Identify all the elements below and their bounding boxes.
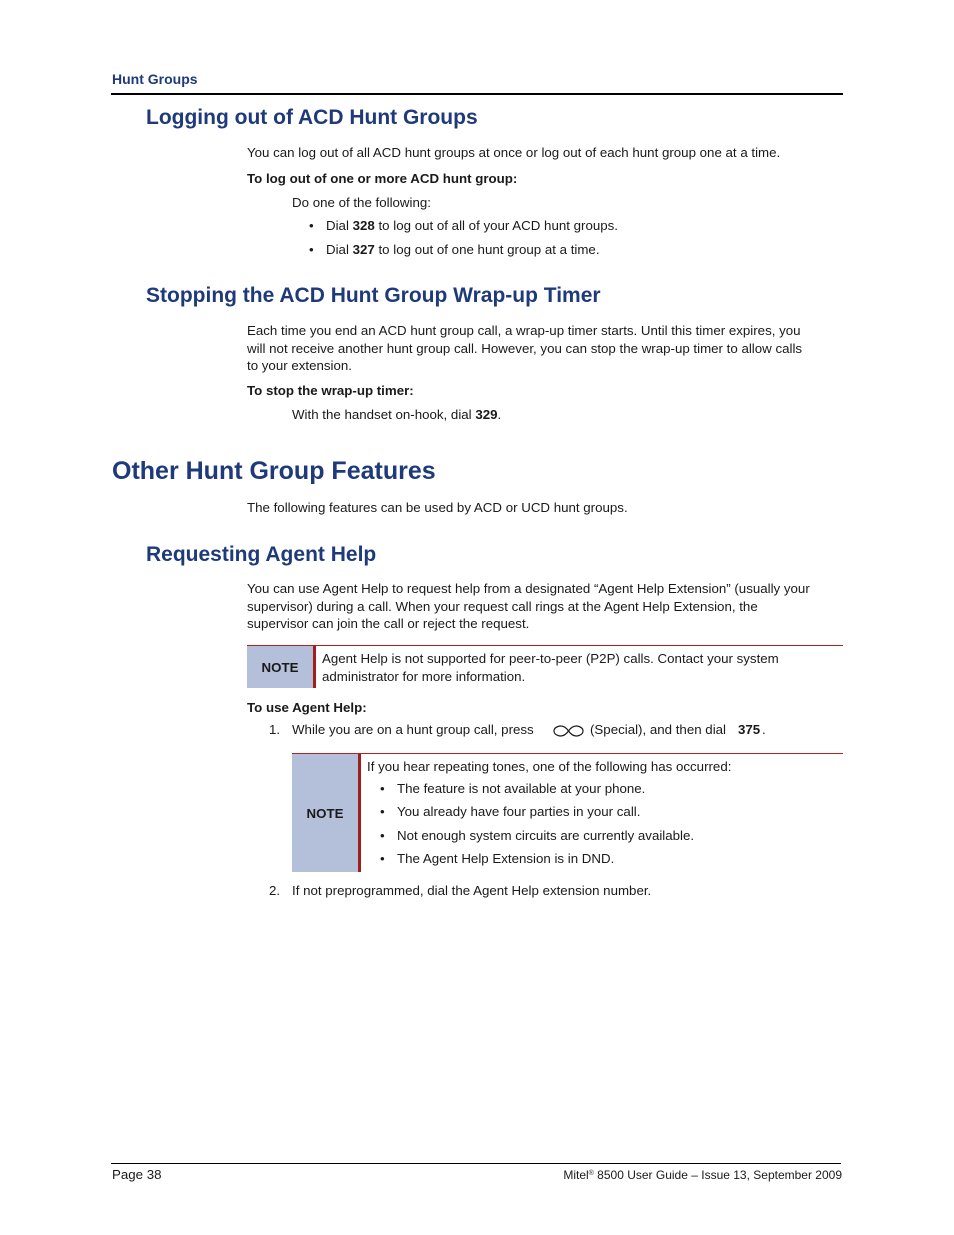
note-box: NOTE If you hear repeating tones, one of the following has occurred: • The feature is not available at your phone. • You already have four parties in your call. • Not enough system circuits are currently available. • The Agent Help Extension is in DND. (292, 753, 843, 872)
step-2: 2. If not preprogrammed, dial the Agent Help extension number. (269, 883, 652, 898)
section-title-other-features: Other Hunt Group Features (112, 457, 436, 485)
section2-step: With the handset on-hook, dial 329. (292, 407, 502, 422)
step-1: 1. While you are on a hunt group call, press (Special), and then dial 375 . (269, 722, 280, 737)
step-number: 1. (269, 722, 281, 737)
bullet-icon: • (380, 828, 385, 843)
running-head: Hunt Groups (112, 71, 198, 87)
header-rule (111, 93, 843, 95)
note-text: Agent Help is not supported for peer-to-peer (P2P) calls. Contact your system administrator for more information. (322, 651, 779, 684)
bullet-icon: • (380, 851, 385, 866)
bullet-icon: • (380, 804, 385, 819)
section1-procedure-title: To log out of one or more ACD hunt group: (247, 171, 518, 186)
section-title-agent-help: Requesting Agent Help (146, 543, 377, 566)
note-box (247, 645, 843, 688)
bullet-icon: • (380, 781, 385, 796)
bullet-icon: • (309, 218, 314, 233)
page-number: Page 38 (112, 1167, 162, 1182)
footer-rule (111, 1163, 841, 1164)
section2-paragraph: Each time you end an ACD hunt group call, a wrap-up timer starts. Until this timer expires, you will not receive another hunt group call. However, you can stop the wrap-up timer to allow calls to your extension. (247, 323, 803, 373)
note-label: NOTE (247, 646, 316, 688)
footer-doc-title: Mitel® 8500 User Guide – Issue 13, September 2009 (563, 1168, 842, 1182)
section1-lead: Do one of the following: (292, 195, 431, 210)
special-key-icon (552, 724, 585, 741)
section4-procedure-title: To use Agent Help: (247, 700, 367, 715)
section2-procedure-title: To stop the wrap-up timer: (247, 383, 414, 398)
section3-intro: The following features can be used by ACD or UCD hunt groups. (247, 500, 628, 515)
section-title-logging-out: Logging out of ACD Hunt Groups (146, 106, 478, 129)
section4-paragraph: You can use Agent Help to request help from a designated “Agent Help Extension” (usually your supervisor) during a call. When your request call rings at the Agent Help Extension, the supervisor can join the call or reject the request. (247, 581, 810, 631)
step-number: 2. (269, 883, 281, 898)
note-label: NOTE (292, 754, 361, 872)
bullet-icon: • (309, 242, 314, 257)
section1-intro: You can log out of all ACD hunt groups at once or log out of each hunt group one at a time. (247, 145, 781, 160)
section-title-wrap-up-timer: Stopping the ACD Hunt Group Wrap-up Timer (146, 284, 601, 307)
note-lead: If you hear repeating tones, one of the following has occurred: (367, 759, 732, 774)
